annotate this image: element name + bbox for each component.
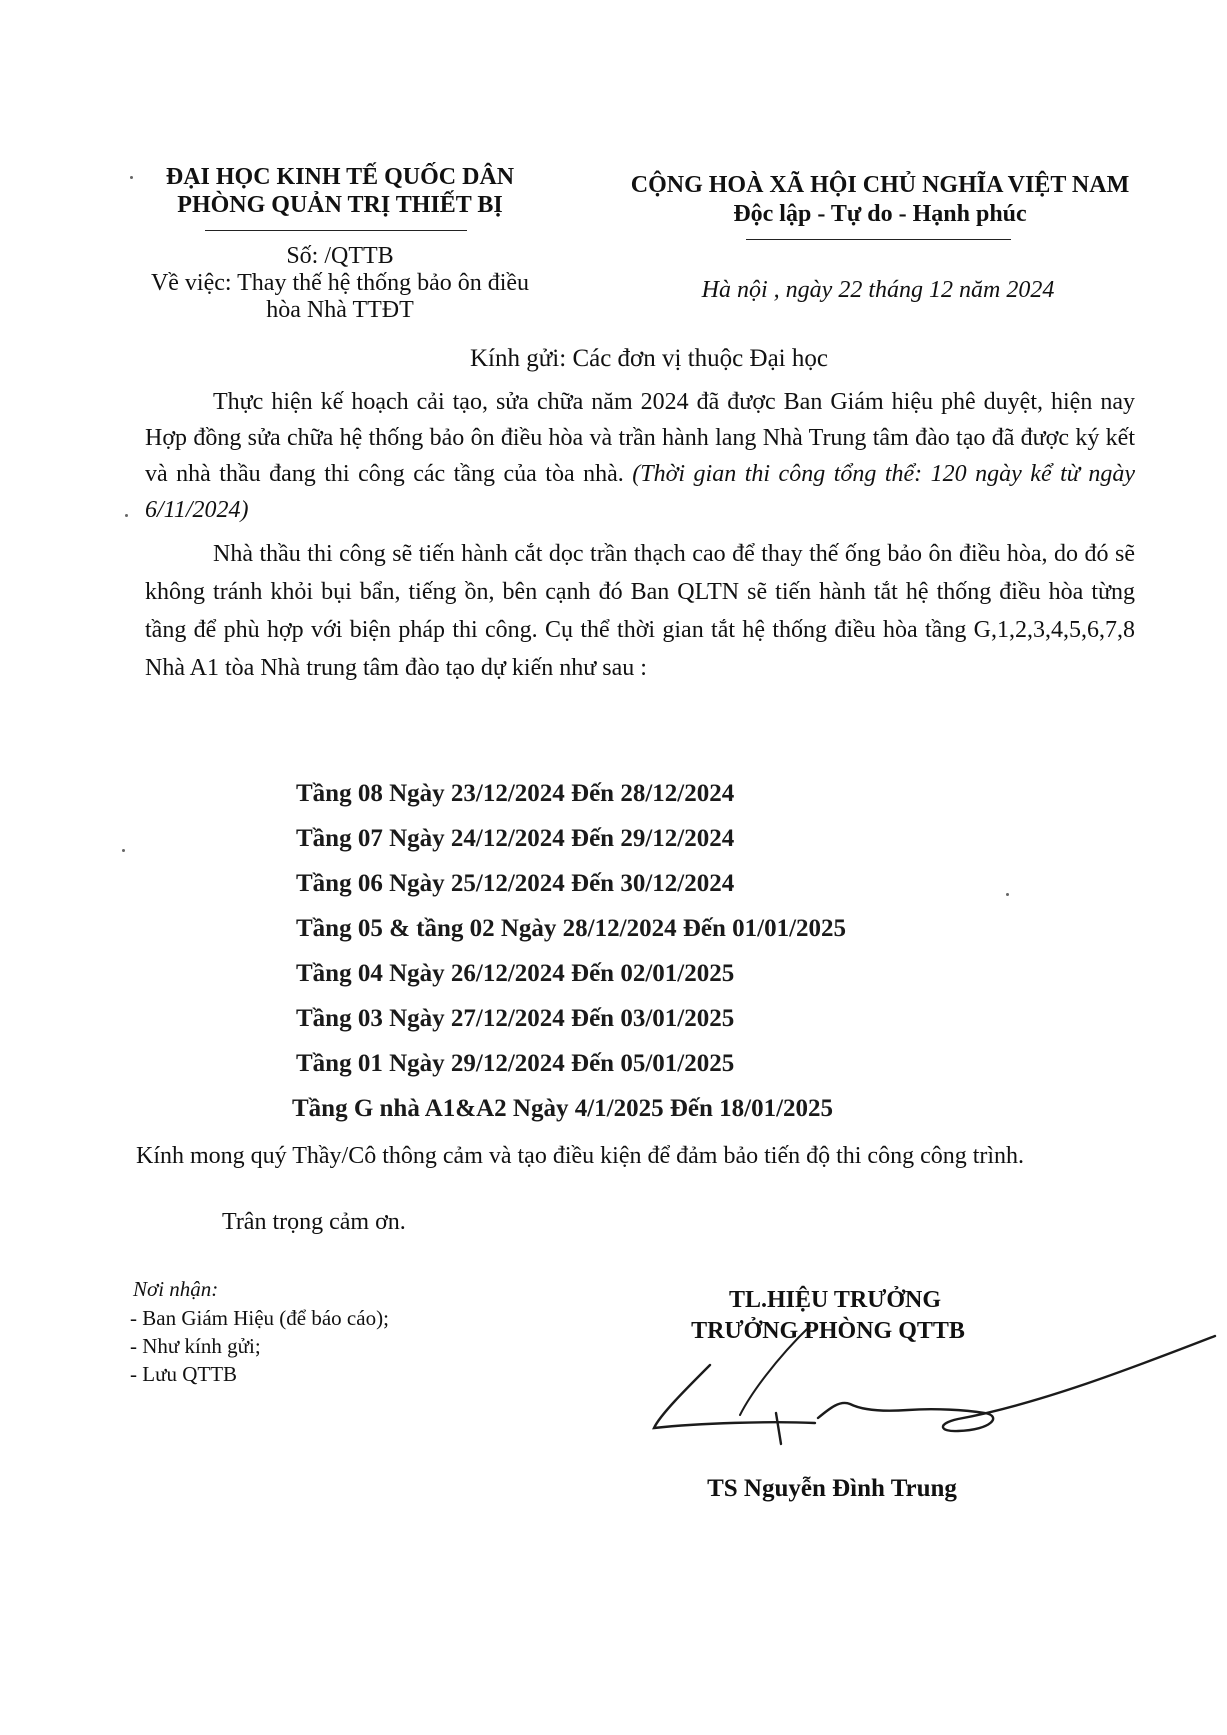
subject-line-1: Về việc: Thay thế hệ thống bảo ôn điều — [150, 270, 530, 296]
schedule-item: Tầng 07 Ngày 24/12/2024 Đến 29/12/2024 — [296, 825, 735, 852]
issue-date: Hà nội , ngày 22 tháng 12 năm 2024 — [701, 277, 1055, 303]
paragraph-1-text: Thực hiện kế hoạch cải tạo, sửa chữa năm 2024 đã được Ban Giám hiệu phê duyệt, hiện nay Hợp đồng sửa chữa hệ thống bảo ôn điều hòa và trần hành lang Nhà Trung tâm đào tạo đã được ký kết và nhà thầu đang thi công các tầng của tòa nhà. — [145, 389, 1135, 487]
recipients-title: Nơi nhận: — [133, 1277, 219, 1301]
scan-speck — [1006, 893, 1009, 896]
greeting: Kính gửi: Các đơn vị thuộc Đại học — [470, 345, 828, 372]
org-name: ĐẠI HỌC KINH TẾ QUỐC DÂN — [165, 164, 515, 190]
schedule-item: Tầng 01 Ngày 29/12/2024 Đến 05/01/2025 — [296, 1050, 735, 1077]
schedule-item: Tầng 05 & tầng 02 Ngày 28/12/2024 Đến 01/01/2025 — [296, 915, 847, 942]
scan-speck — [130, 176, 133, 179]
country-name: CỘNG HOÀ XÃ HỘI CHỦ NGHĨA VIỆT NAM — [630, 172, 1130, 198]
document-number: Số: /QTTB — [286, 243, 394, 269]
left-header-rule — [205, 230, 467, 231]
thanks: Trân trọng cảm ơn. — [222, 1209, 406, 1235]
handwritten-signature — [640, 1320, 1220, 1450]
schedule-item: Tầng G nhà A1&A2 Ngày 4/1/2025 Đến 18/01/2025 — [292, 1095, 834, 1122]
closing-sentence: Kính mong quý Thầy/Cô thông cảm và tạo điều kiện để đảm bảo tiến độ thi công công trình. — [136, 1143, 1025, 1169]
schedule-item: Tầng 04 Ngày 26/12/2024 Đến 02/01/2025 — [296, 960, 735, 987]
right-header-rule — [746, 239, 1011, 240]
recipient-item: - Như kính gửi; — [130, 1334, 261, 1358]
signer-name: TS Nguyễn Đình Trung — [707, 1475, 957, 1502]
schedule-item: Tầng 06 Ngày 25/12/2024 Đến 30/12/2024 — [296, 870, 735, 897]
scan-speck — [122, 849, 125, 852]
subject-line-2: hòa Nhà TTĐT — [266, 297, 414, 323]
recipient-item: - Lưu QTTB — [130, 1362, 238, 1386]
signature-title: TRƯỞNG PHÒNG QTTB — [691, 1318, 965, 1344]
department-name: PHÒNG QUẢN TRỊ THIẾT BỊ — [177, 192, 503, 218]
scan-speck — [125, 514, 128, 517]
paragraph-2-text: Nhà thầu thi công sẽ tiến hành cắt dọc trần thạch cao để thay thế ống bảo ôn điều hòa, do đó sẽ không tránh khỏi bụi bẩn, tiếng ồn, bên cạnh đó Ban QLTN sẽ tiến hành tắt hệ thống điều hòa từng tầng để phù hợp với biện pháp thi công. Cụ thể thời gian tắt hệ thống điều hòa tầng G,1,2,3,4,5,6,7,8 Nhà A1 tòa Nhà trung tâm đào tạo dự kiến như sau : — [145, 541, 1135, 681]
paragraph-1 — [145, 384, 1135, 528]
paragraph-1-italic: (Thời gian thi công tổng thể: 120 ngày kể từ ngày 6/11/2024) — [145, 461, 1135, 523]
signature-authority: TL.HIỆU TRƯỞNG — [728, 1287, 942, 1313]
paragraph-2 — [145, 535, 1135, 687]
motto: Độc lập - Tự do - Hạnh phúc — [733, 201, 1027, 227]
schedule-item: Tầng 08 Ngày 23/12/2024 Đến 28/12/2024 — [296, 780, 735, 807]
schedule-item: Tầng 03 Ngày 27/12/2024 Đến 03/01/2025 — [296, 1005, 735, 1032]
recipient-item: - Ban Giám Hiệu (để báo cáo); — [130, 1306, 389, 1330]
